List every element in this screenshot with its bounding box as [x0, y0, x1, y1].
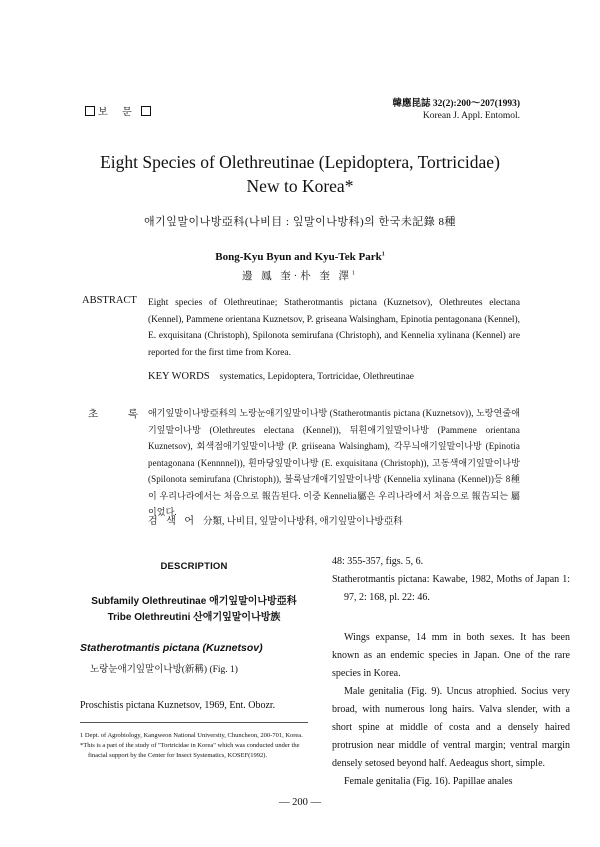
box-right-icon	[141, 106, 151, 116]
tribe-heading: Tribe Olethreutini 산애기잎말이나방族	[107, 612, 281, 623]
korean-summary-text: 애기잎말이나방亞科의 노랑눈애기잎말이나방 (Statherotmantis pictana (Kuznetsov)), 노랑연줄애기잎말이나방 (Olethreutes electana (Kennel)), 뒤흰애기잎말이나방 (Pammene orientana Kuznetsov), 회색점애기잎말이나방 (P. griiseana Walsingham), 각무늬애기잎말이나방 (Epinotia pentagonana (Kennnnel)), 흰마당잎말이나방 (E. exquisitana (Christoph)), 고동색애기잎말이나방 (Spilonota semirufana (Christoph)), 불룩날개애기잎말이나방 (Kennelia xylinana (Kennel))등 8種이 우리나라에서는 처음으로 報告된다. 이중 Kennelia屬은 우리나라에서 처음으로 報告되는 屬이었다.	[148, 408, 520, 517]
section-label-text: 보 문	[98, 107, 138, 118]
journal-info	[393, 98, 520, 122]
synonym-citation: Proschistis pictana Kuznetsov, 1969, Ent. Obozr.	[80, 700, 276, 711]
citation-continued: 48: 355-357, figs. 5, 6.	[332, 556, 424, 567]
kawabe-citation: Statherotmantis pictana: Kawabe, 1982, Moths of Japan 1: 97, 2: 168, pl. 22: 46.	[332, 574, 570, 603]
author-names: Bong-Kyu Byun and Kyu-Tek Park	[215, 251, 382, 263]
male-genitalia-paragraph: Male genitalia (Fig. 9). Uncus atrophied. Socius very broad, with numerous long hairs. Valva slender, with a short spine at middle of costa and a densely haired protrusion near middle of ventral margin; ventral margin densely setosed beyond half. Aedeagus short, simple.	[332, 686, 570, 769]
species-heading: Statherotmantis pictana (Kuznetsov)	[80, 642, 263, 654]
journal-citation: 韓應昆誌 32(2):200～207(1993)	[392, 99, 520, 109]
female-genitalia-paragraph: Female genitalia (Fig. 16). Papillae anales	[344, 776, 513, 787]
journal-name: Korean J. Appl. Entomol.	[422, 111, 520, 121]
title-korean: 애기잎말이나방亞科(나비目 : 잎말이나방科)의 한국未記錄 8種	[143, 216, 457, 228]
author-names-korean: 邊 鳳 奎·朴 奎 澤	[242, 271, 352, 282]
authors-korean	[60, 268, 540, 283]
author-affil-mark-korean: 1	[352, 270, 358, 277]
footnotes	[80, 731, 312, 760]
keywords	[148, 371, 520, 382]
keywords-text: systematics, Lepidoptera, Tortricidae, Olethreutinae	[219, 372, 414, 382]
korean-summary-label	[88, 406, 138, 421]
box-left-icon	[85, 106, 95, 116]
abstract-label: ABSTRACT	[82, 295, 137, 306]
paragraph-spacer	[332, 607, 570, 629]
wings-paragraph: Wings expanse, 14 mm in both sexes. It has been known as an endemic species in Japan. One of the rare species in Korea.	[332, 632, 570, 679]
species-korean-name: 노랑눈애기잎말이나방(新稱) (Fig. 1)	[90, 665, 238, 675]
footnote-affiliation: 1 Dept. of Agrobiology, Kangweon National University, Chuncheon, 200-701, Korea.	[80, 732, 303, 739]
abstract-text: Eight species of Olethreutinae; Statherotmantis pictana (Kuznetsov), Olethreutes electana (Kennel), Pammene orientana Kuznetsov, P. griseana Walsingham, Epinotia pentagonana (Kennel), E. exquisitana (Christoph), Spilonota semirufana (Christoph), and Kennelia xylinana (Kennel) are reported for the first time from Korea.	[148, 298, 520, 358]
korean-keywords	[148, 512, 520, 527]
description-heading: DESCRIPTION	[160, 561, 228, 572]
taxon-heading	[80, 594, 308, 626]
keywords-label: KEY WORDS	[148, 371, 210, 382]
korean-keywords-text: 分類, 나비目, 잎말이나방科, 애기잎말이나방亞科	[202, 517, 403, 527]
korean-summary-label-a: 초	[88, 409, 99, 420]
title-line-2: New to Korea*	[246, 176, 354, 196]
footnote-divider	[80, 722, 308, 723]
authors	[60, 251, 540, 263]
right-column	[332, 553, 570, 791]
title-line-1: Eight Species of Olethreutinae (Lepidoptera, Tortricidae)	[100, 152, 500, 172]
page-number: — 200 —	[279, 797, 321, 808]
section-label	[82, 103, 154, 118]
paper-title	[60, 150, 540, 198]
korean-summary-label-b: 록	[127, 409, 138, 420]
footnote-funding: *This is a part of the study of "Tortricidae in Korea" which was conducted under the finacial support by the Center for Insect Systematics, KOSEF(1992).	[80, 741, 300, 759]
author-affil-mark: 1	[381, 251, 385, 258]
subfamily-heading: Subfamily Olethreutinae 애기잎말이나방亞科	[91, 596, 297, 607]
korean-keywords-label: 검 색 어	[148, 516, 197, 527]
